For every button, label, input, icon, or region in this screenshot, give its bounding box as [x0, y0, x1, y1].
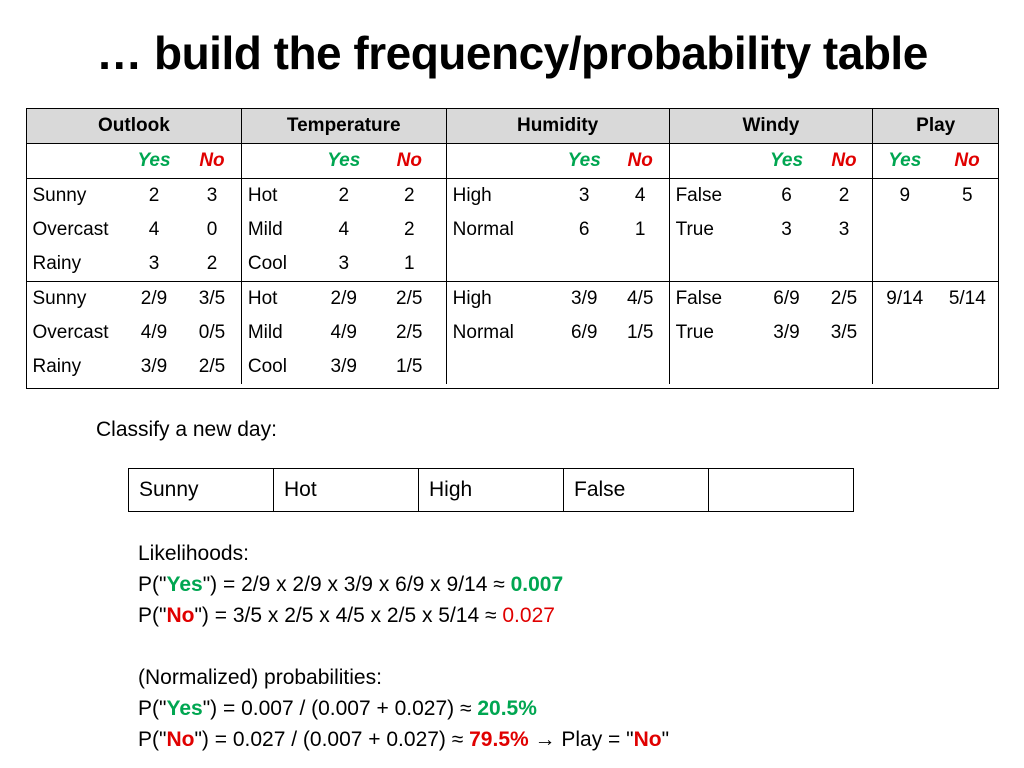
- yes-label: Yes: [557, 144, 612, 179]
- result-word: No: [633, 728, 662, 751]
- likelihood-yes-line: P("Yes") = 2/9 x 2/9 x 3/9 x 6/9 x 9/14 ≈ 0.007: [138, 573, 564, 596]
- counts-section: [27, 179, 999, 282]
- normalized-no-line: P("No") = 0.027 / (0.007 + 0.027) ≈ 79.5% → Play = "No": [138, 728, 670, 751]
- yes-label: Yes: [315, 144, 373, 179]
- likelihood-no-value: 0.027: [502, 604, 555, 627]
- table-header-row: [27, 109, 999, 144]
- normalized-no-value: 79.5%: [469, 728, 529, 751]
- frequency-table: [26, 108, 999, 384]
- calculation-block: [138, 538, 669, 755]
- likelihood-yes-value: 0.007: [510, 573, 564, 596]
- new-day-outlook: Sunny: [129, 469, 274, 512]
- probabilities-section: [27, 282, 999, 385]
- no-word: No: [166, 604, 195, 627]
- yes-label: Yes: [125, 144, 183, 179]
- table-row: [129, 469, 854, 512]
- no-label: No: [373, 144, 446, 179]
- no-word: No: [166, 728, 195, 751]
- no-label: No: [936, 144, 998, 179]
- header-play: Play: [873, 109, 999, 144]
- new-day-humidity: High: [419, 469, 564, 512]
- normalized-yes-value: 20.5%: [477, 697, 537, 720]
- table-row: Sunny 2/9 3/5 Hot 2/9 2/5 High 3/9 4/5 False 6/9 2/5 9/14 5/14: [27, 282, 999, 317]
- classify-label: Classify a new day:: [96, 418, 277, 441]
- header-outlook: Outlook: [27, 109, 242, 144]
- table-row: Rainy 3 2 Cool 3 1: [27, 247, 999, 282]
- table-row: Rainy 3/9 2/5 Cool 3/9 1/5: [27, 350, 999, 384]
- yes-word: Yes: [166, 573, 203, 596]
- header-temperature: Temperature: [241, 109, 446, 144]
- arrow-icon: →: [534, 728, 556, 751]
- no-label: No: [612, 144, 669, 179]
- normalized-yes-line: P("Yes") = 0.007 / (0.007 + 0.027) ≈ 20.5%: [138, 697, 537, 720]
- new-day-table: [128, 468, 854, 512]
- new-day-temperature: Hot: [274, 469, 419, 512]
- table-row: Overcast 4 0 Mild 4 2 Normal 6 1 True 3 3: [27, 213, 999, 247]
- table-row: Sunny 2 3 Hot 2 2 High 3 4 False 6 2 9 5: [27, 179, 999, 214]
- header-windy: Windy: [669, 109, 873, 144]
- yes-label: Yes: [757, 144, 815, 179]
- new-day-windy: False: [564, 469, 709, 512]
- likelihood-no-line: P("No") = 3/5 x 2/5 x 4/5 x 2/5 x 5/14 ≈ 0.027: [138, 604, 555, 627]
- yes-word: Yes: [166, 697, 203, 720]
- new-day-play: [709, 469, 854, 512]
- header-humidity: Humidity: [446, 109, 669, 144]
- yes-no-row: [27, 144, 999, 179]
- no-label: No: [816, 144, 873, 179]
- no-label: No: [183, 144, 241, 179]
- yes-label: Yes: [873, 144, 936, 179]
- normalized-heading: (Normalized) probabilities:: [138, 666, 382, 689]
- table-row: Overcast 4/9 0/5 Mild 4/9 2/5 Normal 6/9 1/5 True 3/9 3/5: [27, 316, 999, 350]
- likelihoods-heading: Likelihoods:: [138, 542, 249, 565]
- page-title: … build the frequency/probability table: [96, 27, 928, 79]
